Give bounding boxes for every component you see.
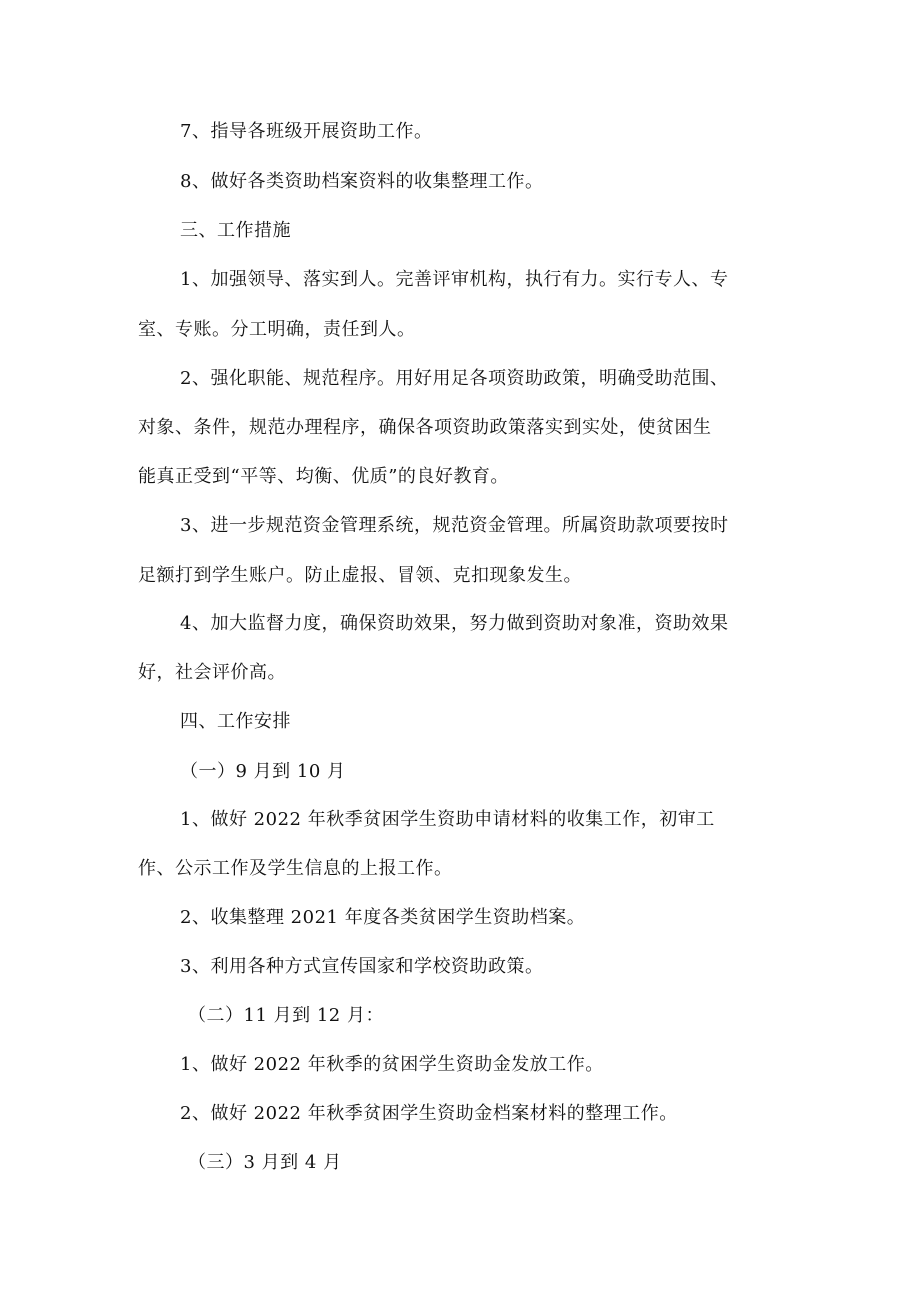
paragraph-line: 3、进一步规范资金管理系统，规范资金管理。所属资助款项要按时 — [180, 515, 729, 536]
subsection-heading: （三）3 月到 4 月 — [188, 1152, 342, 1173]
paragraph-line: 对象、条件，规范办理程序，确保各项资助政策落实到实处，使贫困生 — [138, 417, 712, 438]
paragraph-line: 2、做好 2022 年秋季贫困学生资助金档案材料的整理工作。 — [180, 1103, 678, 1124]
paragraph-line: 2、强化职能、规范程序。用好用足各项资助政策，明确受助范围、 — [180, 368, 729, 389]
section-heading: 三、工作措施 — [180, 220, 291, 241]
paragraph-line: 1、做好 2022 年秋季的贫困学生资助金发放工作。 — [180, 1054, 604, 1075]
section-heading: 四、工作安排 — [180, 711, 291, 732]
paragraph-line: 2、收集整理 2021 年度各类贫困学生资助档案。 — [180, 907, 586, 928]
paragraph-line: 好，社会评价高。 — [138, 662, 286, 683]
paragraph-line: 室、专账。分工明确，责任到人。 — [138, 319, 416, 340]
subsection-heading: （二）11 月到 12 月： — [188, 1005, 384, 1026]
paragraph-line: 7、指导各班级开展资助工作。 — [180, 121, 433, 142]
paragraph-line: 3、利用各种方式宣传国家和学校资助政策。 — [180, 956, 544, 977]
paragraph-line: 足额打到学生账户。防止虚报、冒领、克扣现象发生。 — [138, 565, 582, 586]
paragraph-line: 1、做好 2022 年秋季贫困学生资助申请材料的收集工作，初审工 — [180, 809, 715, 830]
paragraph-line: 4、加大监督力度，确保资助效果，努力做到资助对象准，资助效果 — [180, 613, 729, 634]
paragraph-line: 作、公示工作及学生信息的上报工作。 — [138, 858, 453, 879]
subsection-heading: （一）9 月到 10 月 — [180, 761, 346, 782]
paragraph-line: 8、做好各类资助档案资料的收集整理工作。 — [180, 171, 544, 192]
paragraph-line: 能真正受到“平等、均衡、优质”的良好教育。 — [138, 466, 509, 487]
paragraph-line: 1、加强领导、落实到人。完善评审机构，执行有力。实行专人、专 — [180, 269, 729, 290]
